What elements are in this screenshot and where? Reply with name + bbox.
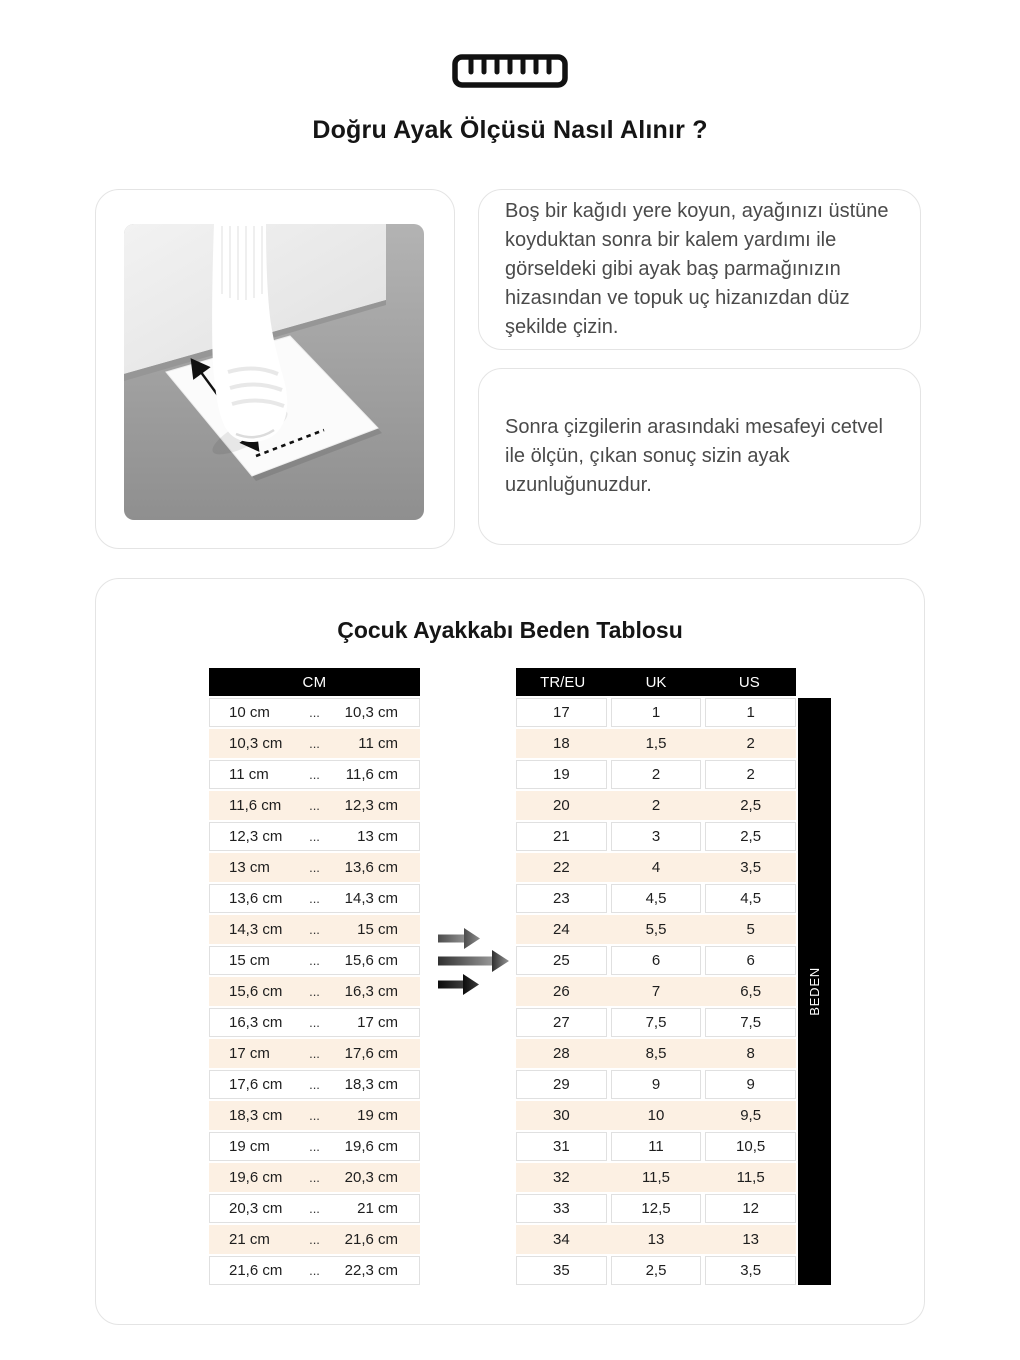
- cm-range-separator: ...: [309, 736, 320, 751]
- size-cell: 11,5: [705, 1163, 796, 1192]
- size-table-row: [516, 1256, 796, 1285]
- cm-range-from: 15 cm: [229, 952, 270, 969]
- cm-range-to: 11 cm: [358, 735, 398, 752]
- cm-table-row: [209, 1070, 420, 1099]
- cm-table-row: [209, 729, 420, 758]
- size-cell: 35: [516, 1256, 607, 1285]
- cm-range-from: 19 cm: [229, 1138, 270, 1155]
- size-cell: 3,5: [705, 1256, 796, 1285]
- cm-range-from: 19,6 cm: [229, 1169, 283, 1186]
- size-cell: 10: [611, 1101, 702, 1130]
- cm-range-separator: ...: [309, 1139, 320, 1154]
- size-cell: 23: [516, 884, 607, 913]
- size-cell: 4,5: [611, 884, 702, 913]
- size-cell: 3,5: [705, 853, 796, 882]
- size-table-row: [516, 1194, 796, 1223]
- cm-table-body: [209, 698, 420, 1285]
- size-cell: 30: [516, 1101, 607, 1130]
- cm-range-to: 18,3 cm: [344, 1076, 398, 1093]
- size-cell: 24: [516, 915, 607, 944]
- cm-range-from: 11 cm: [229, 766, 269, 783]
- size-cell: 18: [516, 729, 607, 758]
- beden-side-label: [798, 698, 831, 1285]
- cm-table-row: [209, 698, 420, 727]
- size-cell: 3: [611, 822, 702, 851]
- cm-range-separator: ...: [309, 984, 320, 999]
- size-table-row: [516, 1101, 796, 1130]
- size-cell: 27: [516, 1008, 607, 1037]
- size-table-header: [516, 668, 796, 696]
- cm-range-from: 11,6 cm: [229, 797, 282, 814]
- size-cell: 10,5: [705, 1132, 796, 1161]
- cm-table-row: [209, 884, 420, 913]
- size-table-row: [516, 729, 796, 758]
- cm-range-separator: ...: [309, 1077, 320, 1092]
- size-cell: 11,5: [611, 1163, 702, 1192]
- size-table-row: [516, 946, 796, 975]
- cm-range-separator: ...: [309, 1046, 320, 1061]
- size-table-row: [516, 915, 796, 944]
- cm-range-from: 21 cm: [229, 1231, 270, 1248]
- cm-range-from: 20,3 cm: [229, 1200, 283, 1217]
- size-table-row: [516, 822, 796, 851]
- size-cell: 25: [516, 946, 607, 975]
- measurement-photo-card: [95, 189, 455, 549]
- size-table-row: [516, 1039, 796, 1068]
- cm-range-separator: ...: [309, 1015, 320, 1030]
- size-cell: 5,5: [611, 915, 702, 944]
- size-table-title: Çocuk Ayakkabı Beden Tablosu: [337, 617, 683, 643]
- size-cell: 11: [611, 1132, 702, 1161]
- size-cell: 8: [705, 1039, 796, 1068]
- cm-table-row: [209, 1101, 420, 1130]
- cm-range-separator: ...: [309, 705, 320, 720]
- cm-range-from: 18,3 cm: [229, 1107, 283, 1124]
- size-cell: 9: [705, 1070, 796, 1099]
- size-cell: 12: [705, 1194, 796, 1223]
- size-table-row: [516, 1163, 796, 1192]
- size-cell: 32: [516, 1163, 607, 1192]
- cm-range-separator: ...: [309, 829, 320, 844]
- cm-table-row: [209, 760, 420, 789]
- cm-table-row: [209, 853, 420, 882]
- cm-range-to: 10,3 cm: [344, 704, 398, 721]
- size-cell: 12,5: [611, 1194, 702, 1223]
- size-table-card: [95, 578, 925, 1325]
- cm-range-from: 16,3 cm: [229, 1014, 283, 1031]
- size-cell: 1: [705, 698, 796, 727]
- size-cell: 22: [516, 853, 607, 882]
- cm-table-row: [209, 1225, 420, 1254]
- cm-range-from: 14,3 cm: [229, 921, 283, 938]
- size-cell: 4: [611, 853, 702, 882]
- size-cell: 8,5: [611, 1039, 702, 1068]
- instruction-step-2-text: Sonra çizgilerin arasındaki mesafeyi cetvel ile ölçün, çıkan sonuç sizin ayak uzunluğunuzdur.: [505, 416, 883, 496]
- size-table-row: [516, 1225, 796, 1254]
- cm-range-separator: ...: [309, 1201, 320, 1216]
- cm-table-row: [209, 791, 420, 820]
- size-table-row: [516, 698, 796, 727]
- cm-range-to: 14,3 cm: [344, 890, 398, 907]
- cm-range-to: 17 cm: [357, 1014, 398, 1031]
- cm-range-from: 10 cm: [229, 704, 270, 721]
- size-table-row: [516, 853, 796, 882]
- size-cell: 28: [516, 1039, 607, 1068]
- cm-range-to: 21 cm: [357, 1200, 398, 1217]
- size-cell: 5: [705, 915, 796, 944]
- size-cell: 9,5: [705, 1101, 796, 1130]
- cm-table-header: CM: [209, 668, 420, 696]
- size-cell: 17: [516, 698, 607, 727]
- cm-table-row: [209, 822, 420, 851]
- size-cell: 31: [516, 1132, 607, 1161]
- size-cell: 2,5: [705, 822, 796, 851]
- size-cell: 1,5: [611, 729, 702, 758]
- size-cell: 9: [611, 1070, 702, 1099]
- size-cell: 33: [516, 1194, 607, 1223]
- size-table-row: [516, 791, 796, 820]
- cm-range-to: 13 cm: [357, 828, 398, 845]
- cm-range-from: 10,3 cm: [229, 735, 283, 752]
- conversion-arrows-icon: [438, 926, 510, 996]
- cm-range-separator: ...: [309, 798, 320, 813]
- cm-range-from: 17 cm: [229, 1045, 270, 1062]
- cm-range-to: 17,6 cm: [344, 1045, 398, 1062]
- instruction-step-1: [478, 189, 921, 350]
- cm-range-from: 13,6 cm: [229, 890, 283, 907]
- cm-range-to: 11,6 cm: [345, 766, 398, 783]
- foot-measurement-photo: [124, 224, 424, 520]
- size-cell: 7: [611, 977, 702, 1006]
- cm-range-to: 19 cm: [357, 1107, 398, 1124]
- size-cell: 26: [516, 977, 607, 1006]
- size-conversion-table: [516, 668, 796, 1285]
- cm-range-to: 12,3 cm: [344, 797, 398, 814]
- cm-range-to: 15,6 cm: [344, 952, 398, 969]
- size-cell: 2,5: [611, 1256, 702, 1285]
- cm-range-to: 15 cm: [357, 921, 398, 938]
- cm-range-to: 19,6 cm: [344, 1138, 398, 1155]
- cm-table-row: [209, 977, 420, 1006]
- size-cell: 2: [611, 791, 702, 820]
- size-cell: 4,5: [705, 884, 796, 913]
- size-cell: 2,5: [705, 791, 796, 820]
- size-table-row: [516, 760, 796, 789]
- cm-range-separator: ...: [309, 1263, 320, 1278]
- cm-range-separator: ...: [309, 953, 320, 968]
- cm-range-to: 16,3 cm: [344, 983, 398, 1000]
- cm-table-row: [209, 1256, 420, 1285]
- cm-table-row: [209, 1163, 420, 1192]
- size-cell: 6,5: [705, 977, 796, 1006]
- cm-range-from: 13 cm: [229, 859, 270, 876]
- size-table-row: [516, 1008, 796, 1037]
- cm-range-separator: ...: [309, 1108, 320, 1123]
- size-cell: 6: [705, 946, 796, 975]
- size-table-row: [516, 1132, 796, 1161]
- size-column-header: US: [738, 673, 760, 691]
- cm-range-separator: ...: [309, 860, 320, 875]
- instruction-step-2: [478, 368, 921, 545]
- size-table-row: [516, 884, 796, 913]
- cm-range-from: 21,6 cm: [229, 1262, 283, 1279]
- ruler-icon: [0, 53, 1020, 89]
- size-cell: 7,5: [705, 1008, 796, 1037]
- cm-range-to: 22,3 cm: [344, 1262, 398, 1279]
- size-cell: 34: [516, 1225, 607, 1254]
- cm-table-row: [209, 1039, 420, 1068]
- size-table-row: [516, 1070, 796, 1099]
- size-cell: 21: [516, 822, 607, 851]
- size-column-header: TR/EU: [540, 673, 586, 691]
- cm-range-from: 17,6 cm: [229, 1076, 283, 1093]
- size-column-header: UK: [645, 673, 667, 691]
- cm-table-row: [209, 1008, 420, 1037]
- cm-range-to: 21,6 cm: [344, 1231, 398, 1248]
- cm-range-from: 12,3 cm: [229, 828, 283, 845]
- size-cell: 1: [611, 698, 702, 727]
- cm-table-row: [209, 1132, 420, 1161]
- size-cell: 13: [611, 1225, 702, 1254]
- cm-range-separator: ...: [309, 767, 320, 782]
- size-cell: 20: [516, 791, 607, 820]
- cm-range-to: 13,6 cm: [344, 859, 398, 876]
- size-cell: 6: [611, 946, 702, 975]
- cm-table-row: [209, 946, 420, 975]
- cm-table: [209, 668, 420, 1285]
- size-table-body: [516, 698, 796, 1285]
- size-cell: 29: [516, 1070, 607, 1099]
- beden-side-label-text: BEDEN: [807, 967, 822, 1016]
- cm-table-row: [209, 1194, 420, 1223]
- cm-range-separator: ...: [309, 1232, 320, 1247]
- cm-range-from: 15,6 cm: [229, 983, 283, 1000]
- size-cell: 2: [705, 760, 796, 789]
- size-cell: 7,5: [611, 1008, 702, 1037]
- size-cell: 2: [611, 760, 702, 789]
- size-table-row: [516, 977, 796, 1006]
- cm-range-separator: ...: [309, 891, 320, 906]
- instruction-step-1-text: Boş bir kağıdı yere koyun, ayağınızı üstüne koyduktan sonra bir kalem yardımı ile görseldeki gibi ayak baş parmağınızın hizasından ve topuk uç hizanızdan düz şekilde çizin.: [505, 200, 889, 338]
- cm-range-separator: ...: [309, 1170, 320, 1185]
- size-cell: 19: [516, 760, 607, 789]
- size-cell: 13: [705, 1225, 796, 1254]
- page-title: Doğru Ayak Ölçüsü Nasıl Alınır ?: [312, 116, 708, 144]
- cm-range-separator: ...: [309, 922, 320, 937]
- size-cell: 2: [705, 729, 796, 758]
- cm-range-to: 20,3 cm: [344, 1169, 398, 1186]
- cm-table-row: [209, 915, 420, 944]
